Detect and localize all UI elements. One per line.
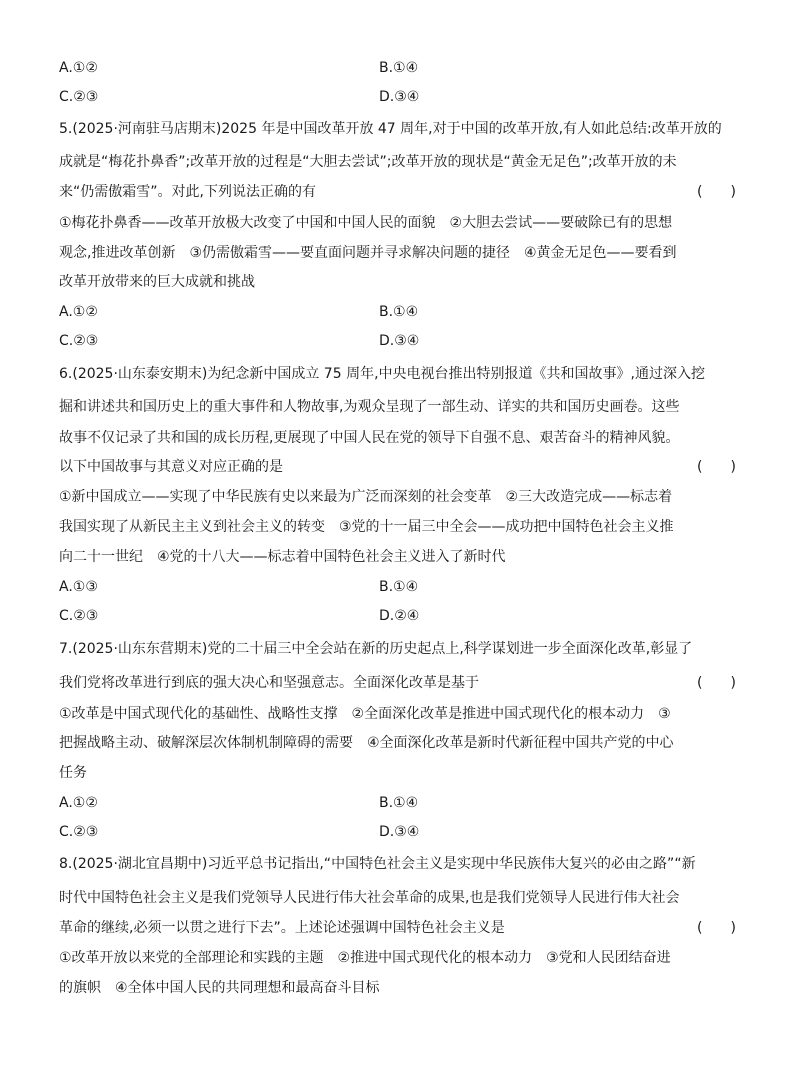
q5-statement-line-2: 观念,推进改革创新 ③仍需傲霜雪——要直面问题并寻求解决问题的捷径 ④黄金无足色——要看到 xyxy=(59,245,677,261)
q6-statement-line-3: 向二十一世纪 ④党的十八大——标志着中国特色社会主义进入了新时代 xyxy=(59,549,506,565)
q8-answer-paren[interactable]: ( ) xyxy=(697,920,736,936)
q5-option-b[interactable]: B.①④ xyxy=(379,304,419,320)
q7-stem-line-2: 我们党将改革进行到底的强大决心和坚强意志。全面深化改革是基于 xyxy=(59,675,479,691)
q6-stem-line-4: 以下中国故事与其意义对应正确的是 xyxy=(59,459,283,475)
q4-option-d[interactable]: D.③④ xyxy=(379,89,420,105)
q8-stem-line-1: 8.(2025·湖北宜昌期中)习近平总书记指出,“中国特色社会主义是实现中华民族伟大复兴的必由之路”“新 xyxy=(59,856,696,872)
q4-option-b[interactable]: B.①④ xyxy=(379,60,419,76)
q6-option-b[interactable]: B.①④ xyxy=(379,579,419,595)
q6-statement-line-1: ①新中国成立——实现了中华民族有史以来最为广泛而深刻的社会变革 ②三大改造完成——标志着 xyxy=(59,489,673,505)
q7-statement-line-3: 任务 xyxy=(59,765,87,781)
q5-statement-line-3: 改革开放带来的巨大成就和挑战 xyxy=(59,274,255,290)
q5-option-a[interactable]: A.①② xyxy=(59,304,98,320)
q8-stem-line-3: 革命的继续,必须一以贯之进行下去”。上述论述强调中国特色社会主义是 xyxy=(59,920,505,936)
q6-option-d[interactable]: D.②④ xyxy=(379,608,420,624)
q7-option-c[interactable]: C.②③ xyxy=(59,824,99,840)
q6-stem-line-2: 掘和讲述共和国历史上的重大事件和人物故事,为观众呈现了一部生动、详实的共和国历史画卷。这些 xyxy=(59,399,680,415)
q6-option-a[interactable]: A.①③ xyxy=(59,579,98,595)
q6-stem-line-1: 6.(2025·山东泰安期末)为纪念新中国成立 75 周年,中央电视台推出特别报道《共和国故事》,通过深入挖 xyxy=(59,366,705,382)
q8-statement-line-1: ①改革开放以来党的全部理论和实践的主题 ②推进中国式现代化的根本动力 ③党和人民团结奋进 xyxy=(59,950,671,966)
q8-statement-line-2: 的旗帜 ④全体中国人民的共同理想和最高奋斗目标 xyxy=(59,980,380,996)
q7-option-b[interactable]: B.①④ xyxy=(379,795,419,811)
q5-option-d[interactable]: D.③④ xyxy=(379,333,420,349)
q6-stem-line-3: 故事不仅记录了共和国的成长历程,更展现了中国人民在党的领导下自强不息、艰苦奋斗的精神风貌。 xyxy=(59,430,680,446)
q7-option-d[interactable]: D.③④ xyxy=(379,824,420,840)
q4-option-a[interactable]: A.①② xyxy=(59,60,98,76)
q7-option-a[interactable]: A.①② xyxy=(59,795,98,811)
q8-stem-line-2: 时代中国特色社会主义是我们党领导人民进行伟大社会革命的成果,也是我们党领导人民进行伟大社会 xyxy=(59,890,680,906)
q7-statement-line-2: 把握战略主动、破解深层次体制机制障碍的需要 ④全面深化改革是新时代新征程中国共产党的中心 xyxy=(59,735,674,751)
q5-answer-paren[interactable]: ( ) xyxy=(697,184,736,200)
q5-stem-line-3: 来“仍需傲霜雪”。对此,下列说法正确的有 xyxy=(59,184,316,200)
q6-option-c[interactable]: C.②③ xyxy=(59,608,99,624)
q5-stem-line-2: 成就是“梅花扑鼻香”;改革开放的过程是“大胆去尝试”;改革开放的现状是“黄金无足色”;改革开放的未 xyxy=(59,154,677,170)
q6-statement-line-2: 我国实现了从新民主主义到社会主义的转变 ③党的十一届三中全会——成功把中国特色社会主义推 xyxy=(59,519,674,535)
q7-answer-paren[interactable]: ( ) xyxy=(697,675,736,691)
q5-option-c[interactable]: C.②③ xyxy=(59,333,99,349)
q6-answer-paren[interactable]: ( ) xyxy=(697,459,736,475)
q4-option-c[interactable]: C.②③ xyxy=(59,89,99,105)
q7-stem-line-1: 7.(2025·山东东营期末)党的二十届三中全会站在新的历史起点上,科学谋划进一步全面深化改革,彰显了 xyxy=(59,641,693,657)
q5-statement-line-1: ①梅花扑鼻香——改革开放极大改变了中国和中国人民的面貌 ②大胆去尝试——要破除已有的思想 xyxy=(59,215,673,231)
q5-stem-line-1: 5.(2025·河南驻马店期末)2025 年是中国改革开放 47 周年,对于中国的改革开放,有人如此总结:改革开放的 xyxy=(59,121,722,137)
q7-statement-line-1: ①改革是中国式现代化的基础性、战略性支撑 ②全面深化改革是推进中国式现代化的根本动力 ③ xyxy=(59,706,671,722)
